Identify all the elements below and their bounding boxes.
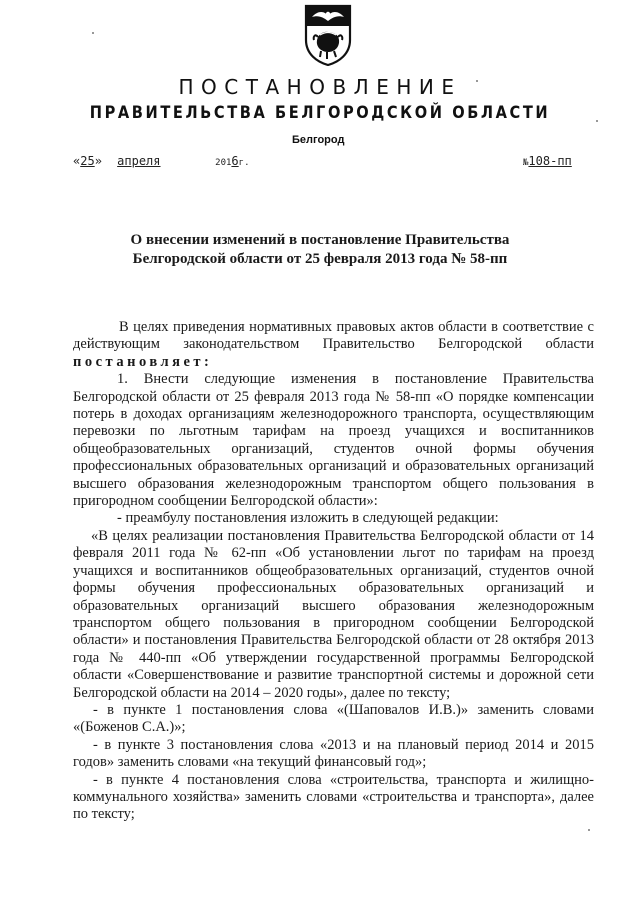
- issuer-heading: ПРАВИТЕЛЬСТВА БЕЛГОРОДСКОЙ ОБЛАСТИ: [89, 103, 551, 123]
- intro-text: В целях приведения нормативных правовых актов области в соответствие с действующим законодательством Правительство Белгородской области: [73, 319, 594, 353]
- number-value: 108-пп: [528, 154, 572, 168]
- date-year-handwritten: 6: [231, 154, 239, 168]
- scan-speck: [588, 829, 590, 831]
- document-type-heading: ПОСТАНОВЛЕНИЕ: [178, 75, 462, 99]
- document-body: [73, 319, 594, 824]
- point-4-paragraph: - в пункте 4 постановления слова «строительства, транспорта и жилищно-коммунального хозяйства» заменить словами «строительства и транспорта», далее по тексту;: [73, 771, 594, 823]
- scan-speck: [476, 80, 478, 82]
- date-year-suffix: г.: [238, 158, 250, 168]
- document-number: [523, 154, 572, 168]
- title-line-2: Белгородской области от 25 февраля 2013 года № 58-пп: [132, 251, 508, 267]
- resolves-word: постановляет:: [73, 353, 213, 370]
- scan-speck: [92, 32, 94, 34]
- item-1-paragraph: 1. Внести следующие изменения в постановление Правительства Белгородской области от 25 февраля 2013 года № 58-пп «О порядке компенсации потерь в доходах организациям железнодорожного транспорта, осуществляющим перевозки по льготным тарифам на проезд учащихся и воспитанников общеобразовательных организаций, студентов очной формы обучения профессиональных образовательных организаций и образовательных организаций высшего образования железнодорожным транспортом общего пользования в пригородном сообщении Белгородской области»:: [73, 371, 594, 510]
- date-month: апреля: [117, 154, 161, 168]
- date-year-prefix: 201: [215, 158, 232, 168]
- preamble-paragraph: - преамбулу постановления изложить в следующей редакции:: [117, 510, 499, 527]
- point-3-paragraph: - в пункте 3 постановления слова «2013 и на плановый период 2014 и 2015 годов» заменить словами «на текущий финансовый год»;: [73, 736, 594, 771]
- scan-speck: [596, 120, 598, 122]
- point-1-paragraph: - в пункте 1 постановления слова «(Шаповалов И.В.)» заменить словами «(Боженов С.А.)»;: [73, 701, 594, 736]
- city-label: Белгород: [292, 134, 345, 146]
- belgorod-coat-of-arms-icon: [303, 4, 353, 66]
- document-title: [0, 231, 640, 269]
- quote-paragraph: «В целях реализации постановления Правительства Белгородской области от 14 февраля 2011 года № 62-пп «Об установлении льгот по тарифам на проезд учащихся и воспитанников общеобразовательных организаций, студентов очной формы обучения профессиональных образовательных организаций и образовательных организаций высшего образования железнодорожным транспортом общего пользования в пригородном сообщении Белгородской области» и постановления Правительства Белгородской области от 28 октября 2013 года № 440-пп «Об утверждении государственной программы Белгородской области «Совершенствование и развитие транспортной системы и дорожной сети Белгородской области на 2014 – 2020 годы», далее по тексту;: [73, 527, 594, 701]
- title-line-1: О внесении изменений в постановление Правительства: [130, 232, 510, 248]
- number-label: №: [523, 158, 529, 168]
- date-day: 25: [80, 154, 95, 168]
- document-date: «25» апреля 2016г.: [73, 154, 250, 168]
- intro-paragraph: [73, 319, 594, 371]
